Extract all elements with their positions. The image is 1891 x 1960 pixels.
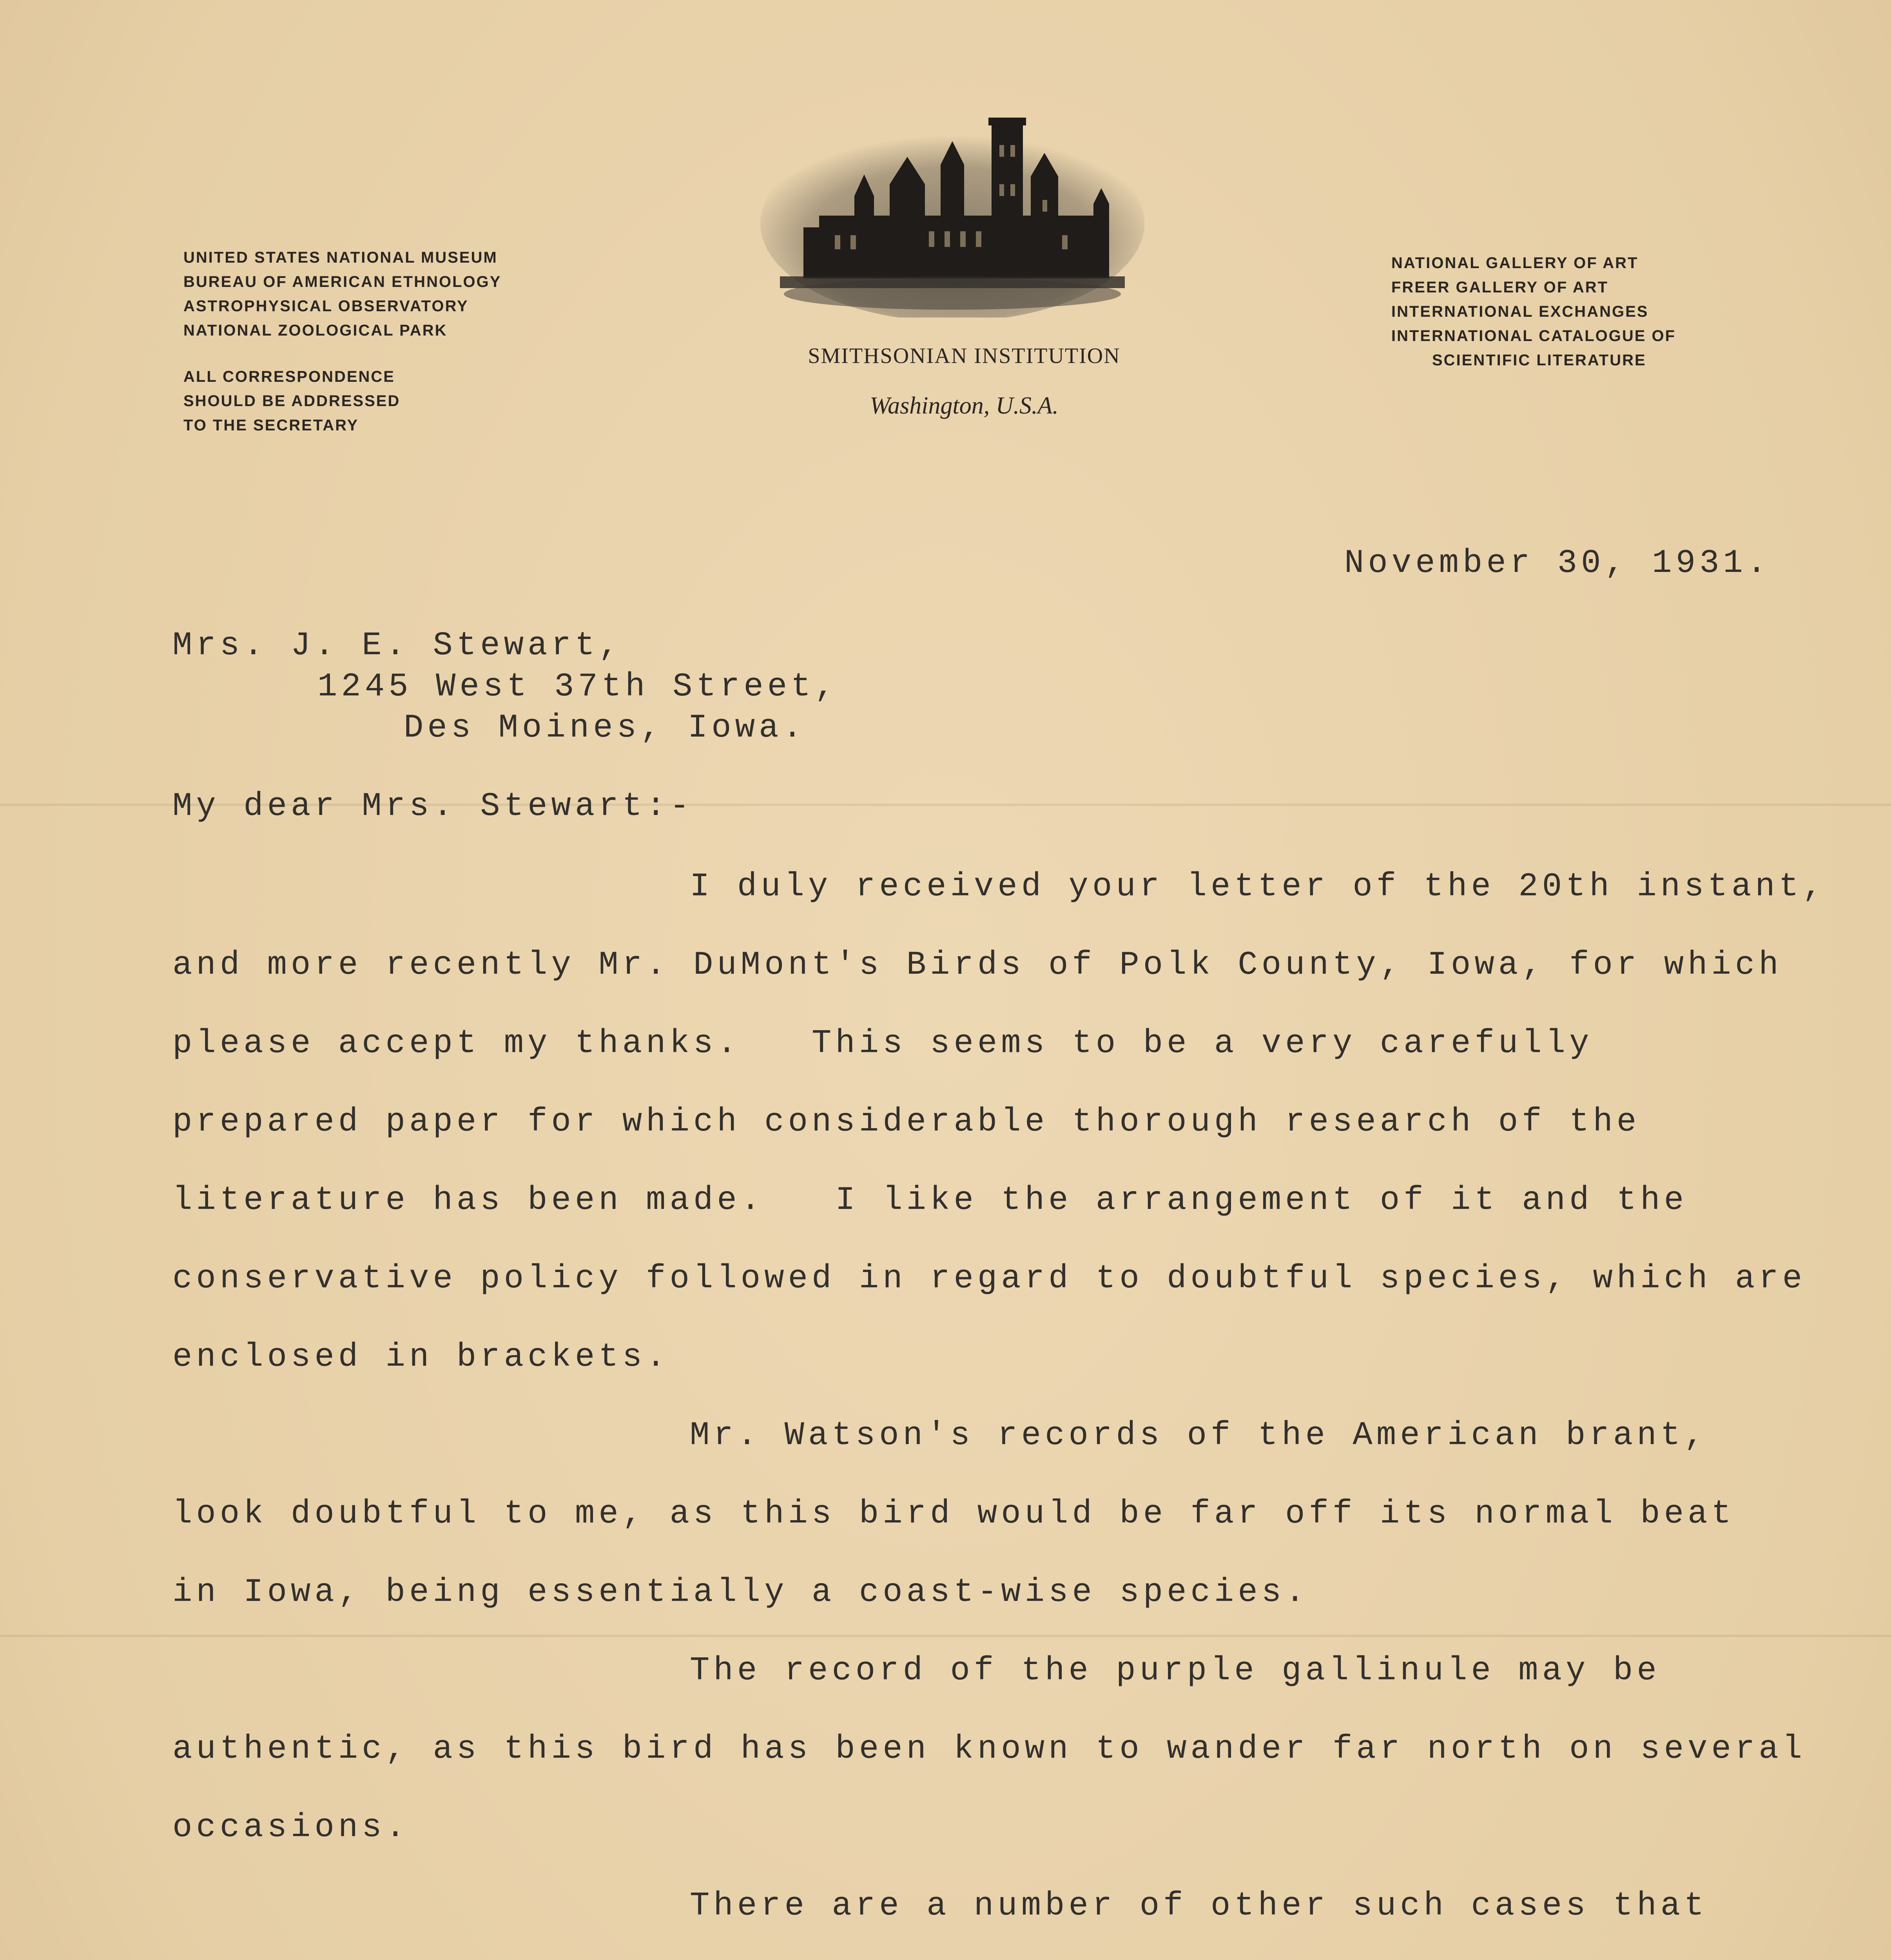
recipient-street: 1245 West 37th Street, xyxy=(317,668,838,706)
body-line: look doubtful to me, as this bird would be far off its normal beat xyxy=(172,1495,1735,1533)
bureau-line: NATIONAL ZOOLOGICAL PARK xyxy=(183,322,448,339)
note-line: TO THE SECRETARY xyxy=(183,417,359,434)
note-line: SHOULD BE ADDRESSED xyxy=(183,392,401,410)
bureau-line: INTERNATIONAL EXCHANGES xyxy=(1391,303,1649,320)
bureau-line: ASTROPHYSICAL OBSERVATORY xyxy=(183,298,469,315)
body-line: and more recently Mr. DuMont's Birds of Polk County, Iowa, for which xyxy=(172,947,1782,984)
body-line: There are a number of other such cases that xyxy=(690,1887,1708,1925)
body-line: please accept my thanks. This seems to be a very carefully xyxy=(172,1025,1593,1062)
bureau-line: SCIENTIFIC LITERATURE xyxy=(1432,352,1646,369)
institution-city: Washington, U.S.A. xyxy=(870,392,1059,419)
bureau-line: UNITED STATES NATIONAL MUSEUM xyxy=(183,249,498,266)
body-line: prepared paper for which considerable thorough research of the xyxy=(172,1103,1641,1141)
body-line: The record of the purple gallinule may be xyxy=(690,1652,1661,1690)
body-line: occasions. xyxy=(172,1809,410,1846)
letter-date: November 30, 1931. xyxy=(1344,545,1771,582)
recipient-name: Mrs. J. E. Stewart, xyxy=(172,627,622,664)
body-line: conservative policy followed in regard to doubtful species, which are xyxy=(172,1260,1806,1298)
letterhead-left-bureaus xyxy=(183,245,501,343)
body-line: authentic, as this bird has been known to wander far north on several xyxy=(172,1731,1806,1768)
bureau-line: INTERNATIONAL CATALOGUE OF xyxy=(1391,327,1676,345)
body-line: Mr. Watson's records of the American brant, xyxy=(690,1417,1708,1454)
institution-name: SMITHSONIAN INSTITUTION xyxy=(808,344,1120,368)
salutation: My dear Mrs. Stewart:- xyxy=(172,788,693,825)
body-line: literature has been made. I like the arrangement of it and the xyxy=(172,1182,1688,1219)
bureau-line: FREER GALLERY OF ART xyxy=(1391,279,1609,296)
note-line: ALL CORRESPONDENCE xyxy=(183,368,395,385)
letterhead-right-bureaus xyxy=(1391,251,1676,372)
body-line: enclosed in brackets. xyxy=(172,1339,670,1376)
bureau-line: NATIONAL GALLERY OF ART xyxy=(1391,254,1639,272)
letterhead-correspondence-note xyxy=(183,365,400,437)
body-line: I duly received your letter of the 20th instant, xyxy=(690,868,1826,906)
recipient-city: Des Moines, Iowa. xyxy=(404,710,806,747)
bureau-line: BUREAU OF AMERICAN ETHNOLOGY xyxy=(183,273,502,290)
smithsonian-castle-engraving xyxy=(756,98,1148,318)
fold-crease xyxy=(0,1635,1891,1637)
body-line: in Iowa, being essentially a coast-wise species. xyxy=(172,1574,1309,1611)
